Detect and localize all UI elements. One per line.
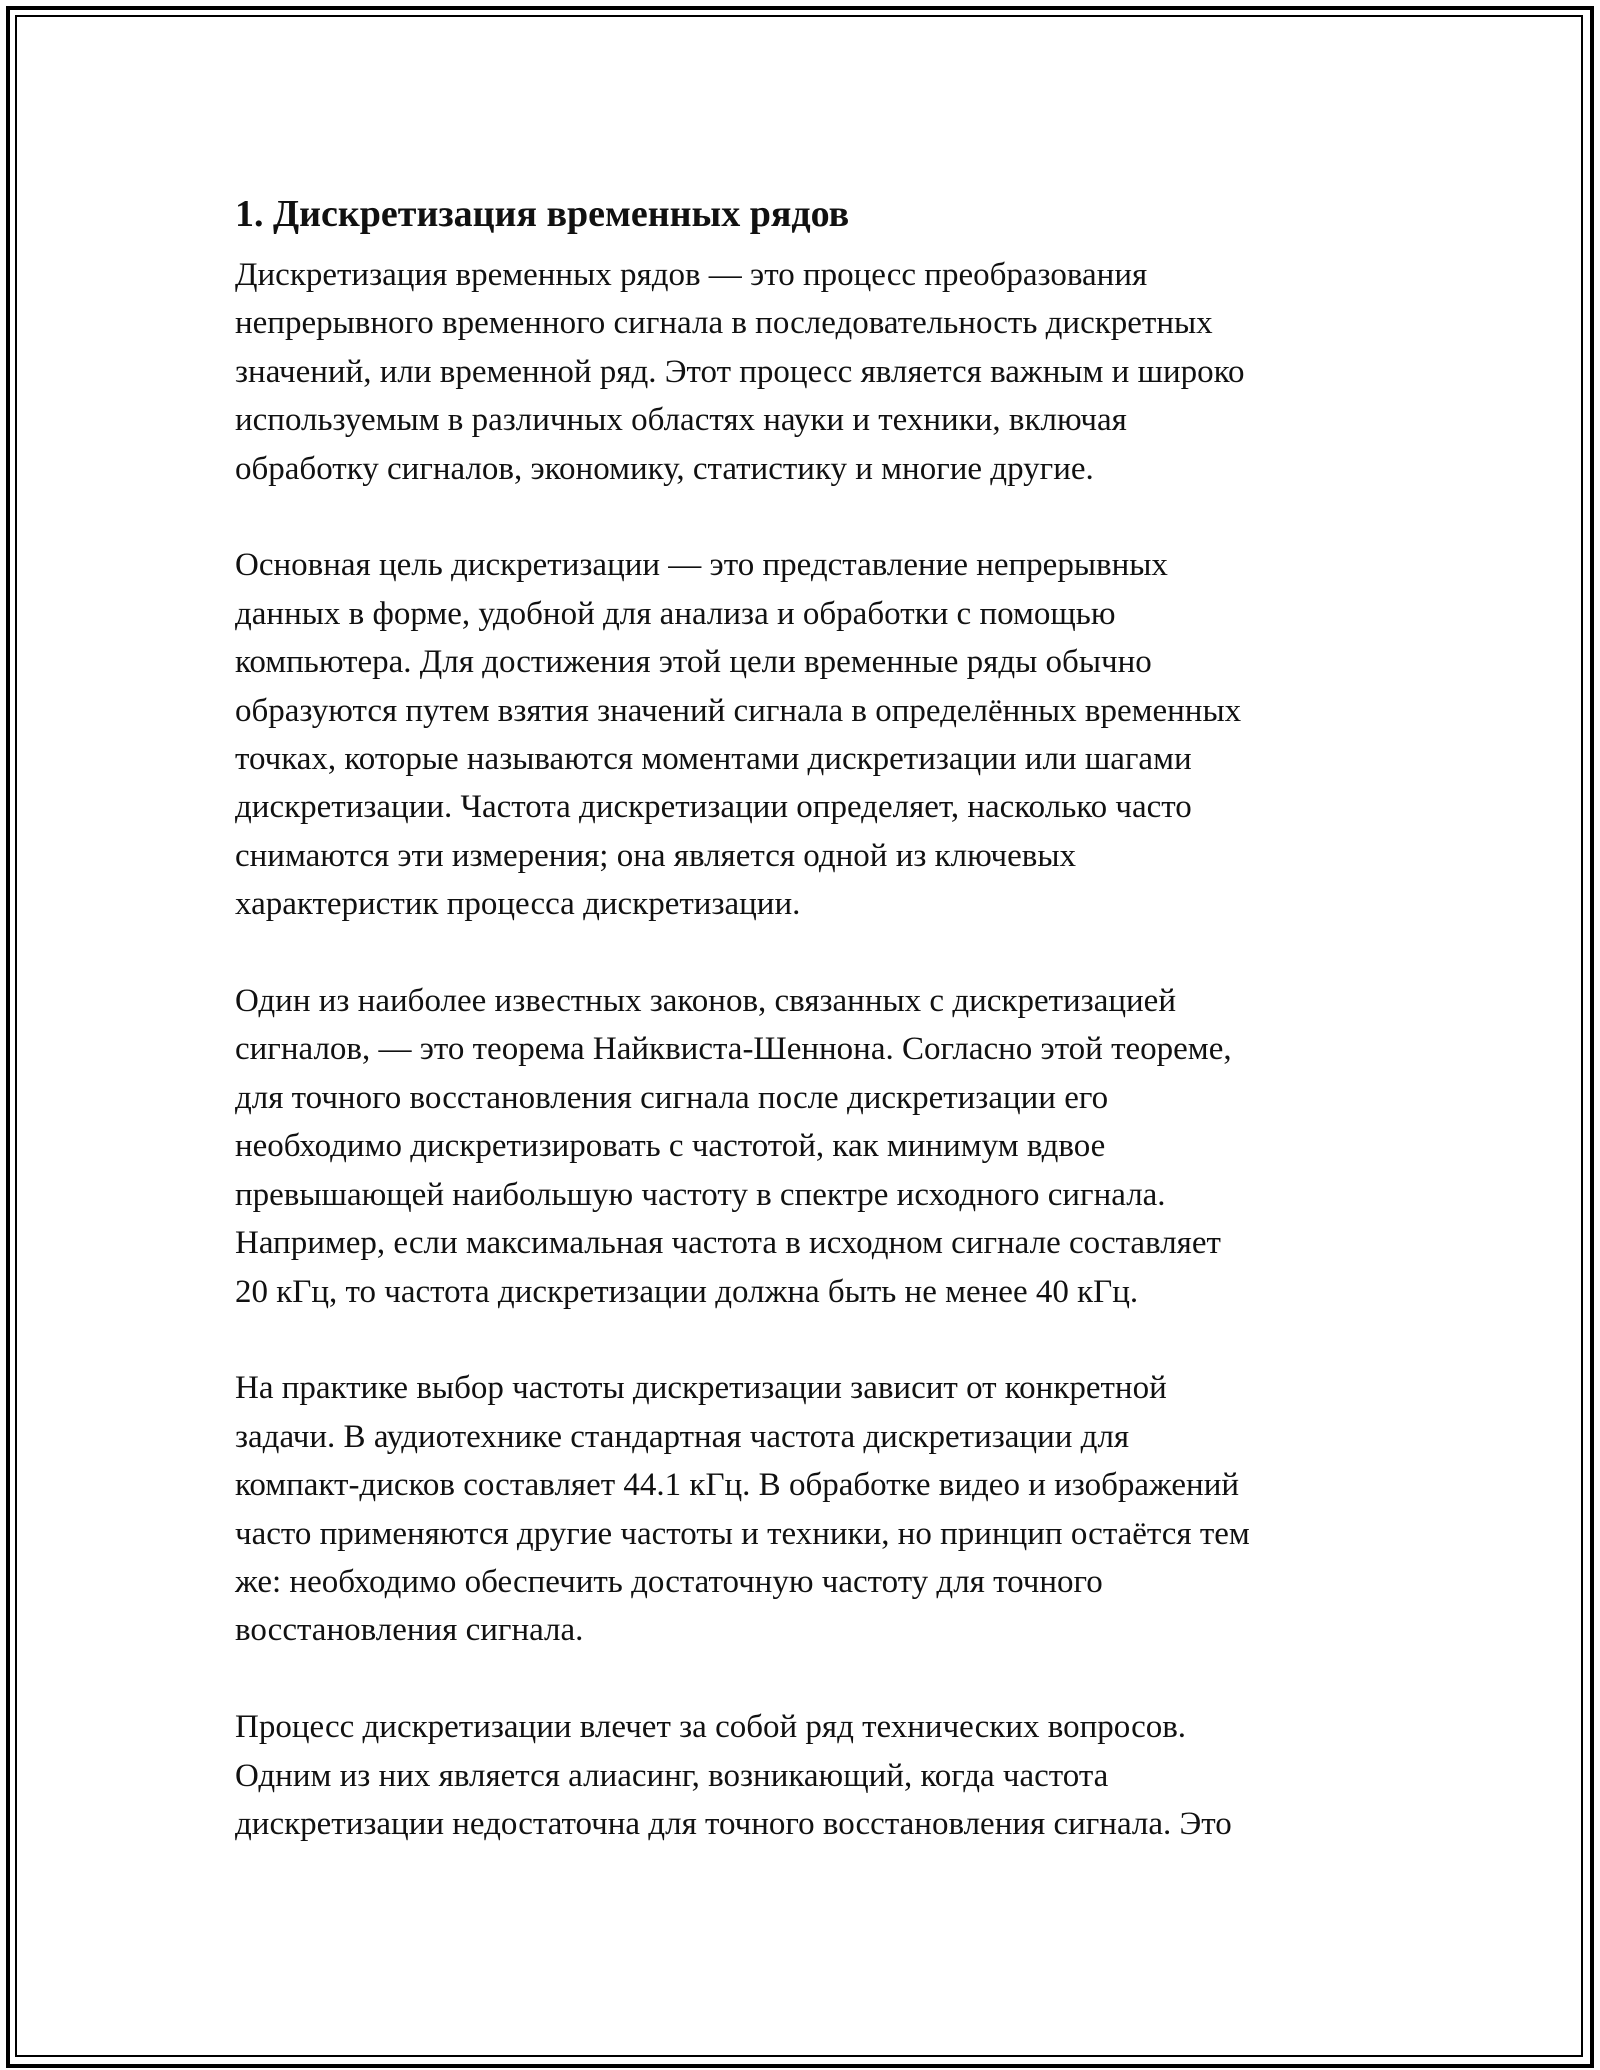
text-line: используемым в различных областях науки и техники, включая [235, 402, 1127, 439]
text-line: Один из наиболее известных законов, связанных с дискретизацией [235, 983, 1176, 1020]
text-line: обработку сигналов, экономику, статистику и многие другие. [235, 450, 1094, 487]
text-line: Например, если максимальная частота в исходном сигнале составляет [235, 1225, 1221, 1262]
text-line: Основная цель дискретизации — это представление непрерывных [235, 547, 1168, 584]
text-line: значений, или временной ряд. Этот процесс является важным и широко [235, 353, 1245, 390]
text-line: точках, которые называются моментами дискретизации или шагами [235, 741, 1192, 778]
text-line: дискретизации. Частота дискретизации определяет, насколько часто [235, 789, 1192, 826]
paragraph-intro [235, 251, 1375, 493]
text-line: же: необходимо обеспечить достаточную частоту для точного [235, 1563, 1103, 1600]
text-line: данных в форме, удобной для анализа и обработки с помощью [235, 595, 1116, 632]
document-body [235, 185, 1375, 1897]
text-line: На практике выбор частоты дискретизации зависит от конкретной [235, 1370, 1167, 1407]
text-line: Процесс дискретизации влечет за собой ряд технических вопросов. [235, 1709, 1187, 1746]
text-line: задачи. В аудиотехнике стандартная частота дискретизации для [235, 1418, 1130, 1455]
text-line: 20 кГц, то частота дискретизации должна быть не менее 40 кГц. [235, 1273, 1139, 1310]
text-line: характеристик процесса дискретизации. [235, 886, 801, 923]
text-line: превышающей наибольшую частоту в спектре исходного сигнала. [235, 1176, 1166, 1213]
text-line: дискретизации недостаточна для точного восстановления сигнала. Это [235, 1805, 1232, 1842]
text-line: образуются путем взятия значений сигнала в определённых временных [235, 692, 1242, 729]
paragraph-aliasing [235, 1703, 1375, 1848]
paragraph-practice [235, 1364, 1375, 1654]
text-line: сигналов, — это теорема Найквиста-Шеннона. Согласно этой теореме, [235, 1031, 1232, 1068]
text-line: часто применяются другие частоты и техники, но принцип остаётся тем [235, 1515, 1250, 1552]
text-line: Дискретизация временных рядов — это процесс преобразования [235, 257, 1148, 293]
paragraph-purpose [235, 541, 1375, 928]
text-line: компьютера. Для достижения этой цели временные ряды обычно [235, 644, 1152, 681]
section-heading: 1. Дискретизация временных рядов [235, 193, 850, 235]
text-line: для точного восстановления сигнала после дискретизации его [235, 1079, 1109, 1116]
text-line: Одним из них является алиасинг, возникающий, когда частота [235, 1757, 1109, 1794]
paragraph-nyquist [235, 977, 1375, 1316]
text-line: непрерывного временного сигнала в последовательность дискретных [235, 305, 1213, 342]
text-line: компакт-дисков составляет 44.1 кГц. В обработке видео и изображений [235, 1467, 1240, 1504]
text-line: восстановления сигнала. [235, 1612, 584, 1649]
text-line: необходимо дискретизировать с частотой, как минимум вдвое [235, 1128, 1106, 1165]
text-line: снимаются эти измерения; она является одной из ключевых [235, 837, 1077, 874]
